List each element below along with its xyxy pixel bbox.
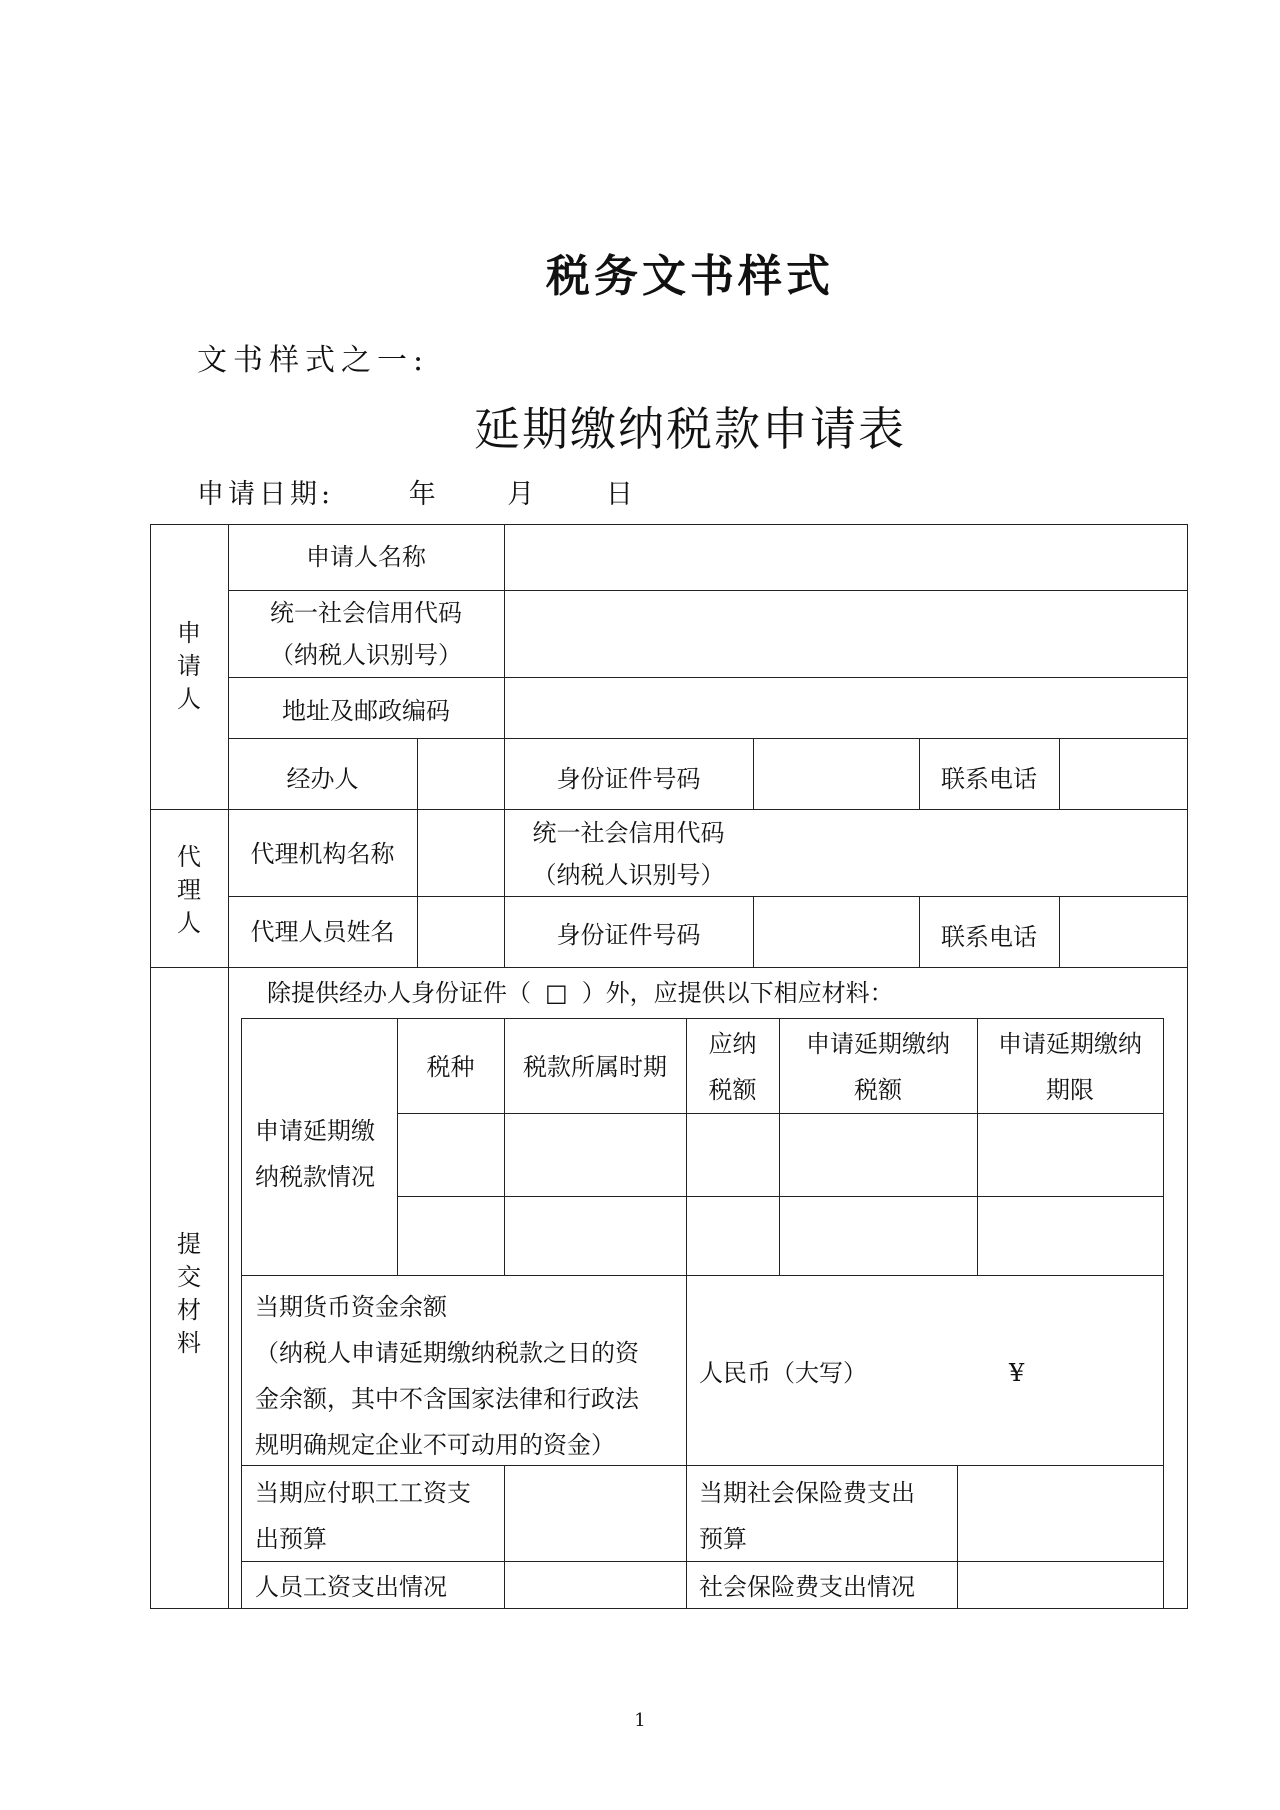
social-actual-label: 社会保险费支出情况 xyxy=(699,1573,915,1601)
agent-credit-code-label: 统一社会信用代码 xyxy=(532,819,725,847)
handler-label: 经办人 xyxy=(286,765,359,793)
agent-id-field[interactable] xyxy=(755,898,918,966)
handler-id-field[interactable] xyxy=(755,740,918,808)
application-date xyxy=(197,472,637,511)
rmb-label: 人民币（大写） xyxy=(699,1359,867,1387)
agent-phone-label: 联系电话 xyxy=(941,923,1037,951)
applicant-credit-code-field[interactable] xyxy=(506,592,1186,676)
yen-sign: ¥ xyxy=(1009,1359,1025,1387)
applicant-section-label: 申请人 xyxy=(177,619,201,713)
date-month: 月 xyxy=(507,479,539,510)
col-deferral-term-2: 期限 xyxy=(1046,1076,1094,1104)
handler-field[interactable] xyxy=(419,740,503,808)
applicant-address-field[interactable] xyxy=(506,679,1186,737)
col-payable-1: 应纳 xyxy=(708,1030,757,1058)
deferral-situation-label-2: 纳税款情况 xyxy=(255,1163,375,1191)
agent-name-label: 代理人员姓名 xyxy=(250,918,395,946)
col-deferral-amount-2: 税额 xyxy=(854,1076,902,1104)
subtitle: 文书样式之一: xyxy=(197,343,430,378)
agent-id-label: 身份证件号码 xyxy=(556,921,701,949)
applicant-address-label: 地址及邮政编码 xyxy=(282,697,450,725)
applicant-phone-field[interactable] xyxy=(1061,740,1186,808)
social-budget-label-2: 预算 xyxy=(699,1525,747,1553)
form-title: 延期缴纳税款申请表 xyxy=(474,402,906,456)
materials-section-label: 提交材料 xyxy=(177,1230,201,1357)
wage-actual-label: 人员工资支出情况 xyxy=(255,1573,447,1601)
main-title: 税务文书样式 xyxy=(546,251,834,302)
col-deferral-term-1: 申请延期缴纳 xyxy=(998,1030,1142,1058)
wage-budget-label-2: 出预算 xyxy=(255,1525,327,1553)
applicant-credit-code-label: 统一社会信用代码 xyxy=(270,599,462,627)
wage-budget-label-1: 当期应付职工工资支 xyxy=(255,1479,471,1507)
handler-id-label: 身份证件号码 xyxy=(556,765,701,793)
social-budget-field[interactable] xyxy=(959,1467,1162,1560)
agent-section-label: 代理人 xyxy=(177,843,201,937)
social-actual-field[interactable] xyxy=(959,1563,1162,1607)
applicant-taxpayer-id-label: （纳税人识别号） xyxy=(270,641,462,669)
date-day: 日 xyxy=(605,479,637,510)
agency-name-field[interactable] xyxy=(419,811,503,895)
wage-budget-field[interactable] xyxy=(506,1467,685,1560)
applicant-name-label: 申请人名称 xyxy=(306,543,426,571)
instruction-suffix: ）外，应提供以下相应材料： xyxy=(581,979,894,1007)
wage-actual-field[interactable] xyxy=(506,1563,685,1607)
application-form xyxy=(150,524,1188,1609)
materials-instruction xyxy=(267,971,1167,1015)
instruction-prefix: 除提供经办人身份证件（ xyxy=(267,979,531,1007)
col-payable-2: 税额 xyxy=(708,1076,757,1104)
col-deferral-amount-1: 申请延期缴纳 xyxy=(806,1030,950,1058)
balance-note-1: （纳税人申请延期缴纳税款之日的资 xyxy=(255,1339,639,1367)
date-label: 申请日期: xyxy=(197,479,335,510)
agent-credit-code-field[interactable] xyxy=(755,811,1186,895)
col-tax-period: 税款所属时期 xyxy=(523,1053,667,1081)
balance-note-2: 金余额，其中不含国家法律和行政法 xyxy=(255,1385,639,1413)
applicant-name-field[interactable] xyxy=(506,527,1186,589)
balance-note-3: 规明确规定企业不可动用的资金） xyxy=(255,1431,615,1459)
deferral-situation-label-1: 申请延期缴 xyxy=(255,1117,375,1145)
col-tax-type: 税种 xyxy=(426,1053,475,1081)
agent-phone-field[interactable] xyxy=(1061,898,1186,966)
handler-id-checkbox[interactable]: □ xyxy=(545,979,568,1007)
date-year: 年 xyxy=(408,479,440,510)
social-budget-label-1: 当期社会保险费支出 xyxy=(699,1479,915,1507)
agent-name-field[interactable] xyxy=(419,898,503,966)
agent-taxpayer-id-label: （纳税人识别号） xyxy=(532,861,725,889)
balance-title: 当期货币资金余额 xyxy=(255,1293,447,1321)
agency-name-label: 代理机构名称 xyxy=(250,840,395,868)
page-number: 1 xyxy=(634,1710,646,1731)
applicant-phone-label: 联系电话 xyxy=(941,765,1037,793)
